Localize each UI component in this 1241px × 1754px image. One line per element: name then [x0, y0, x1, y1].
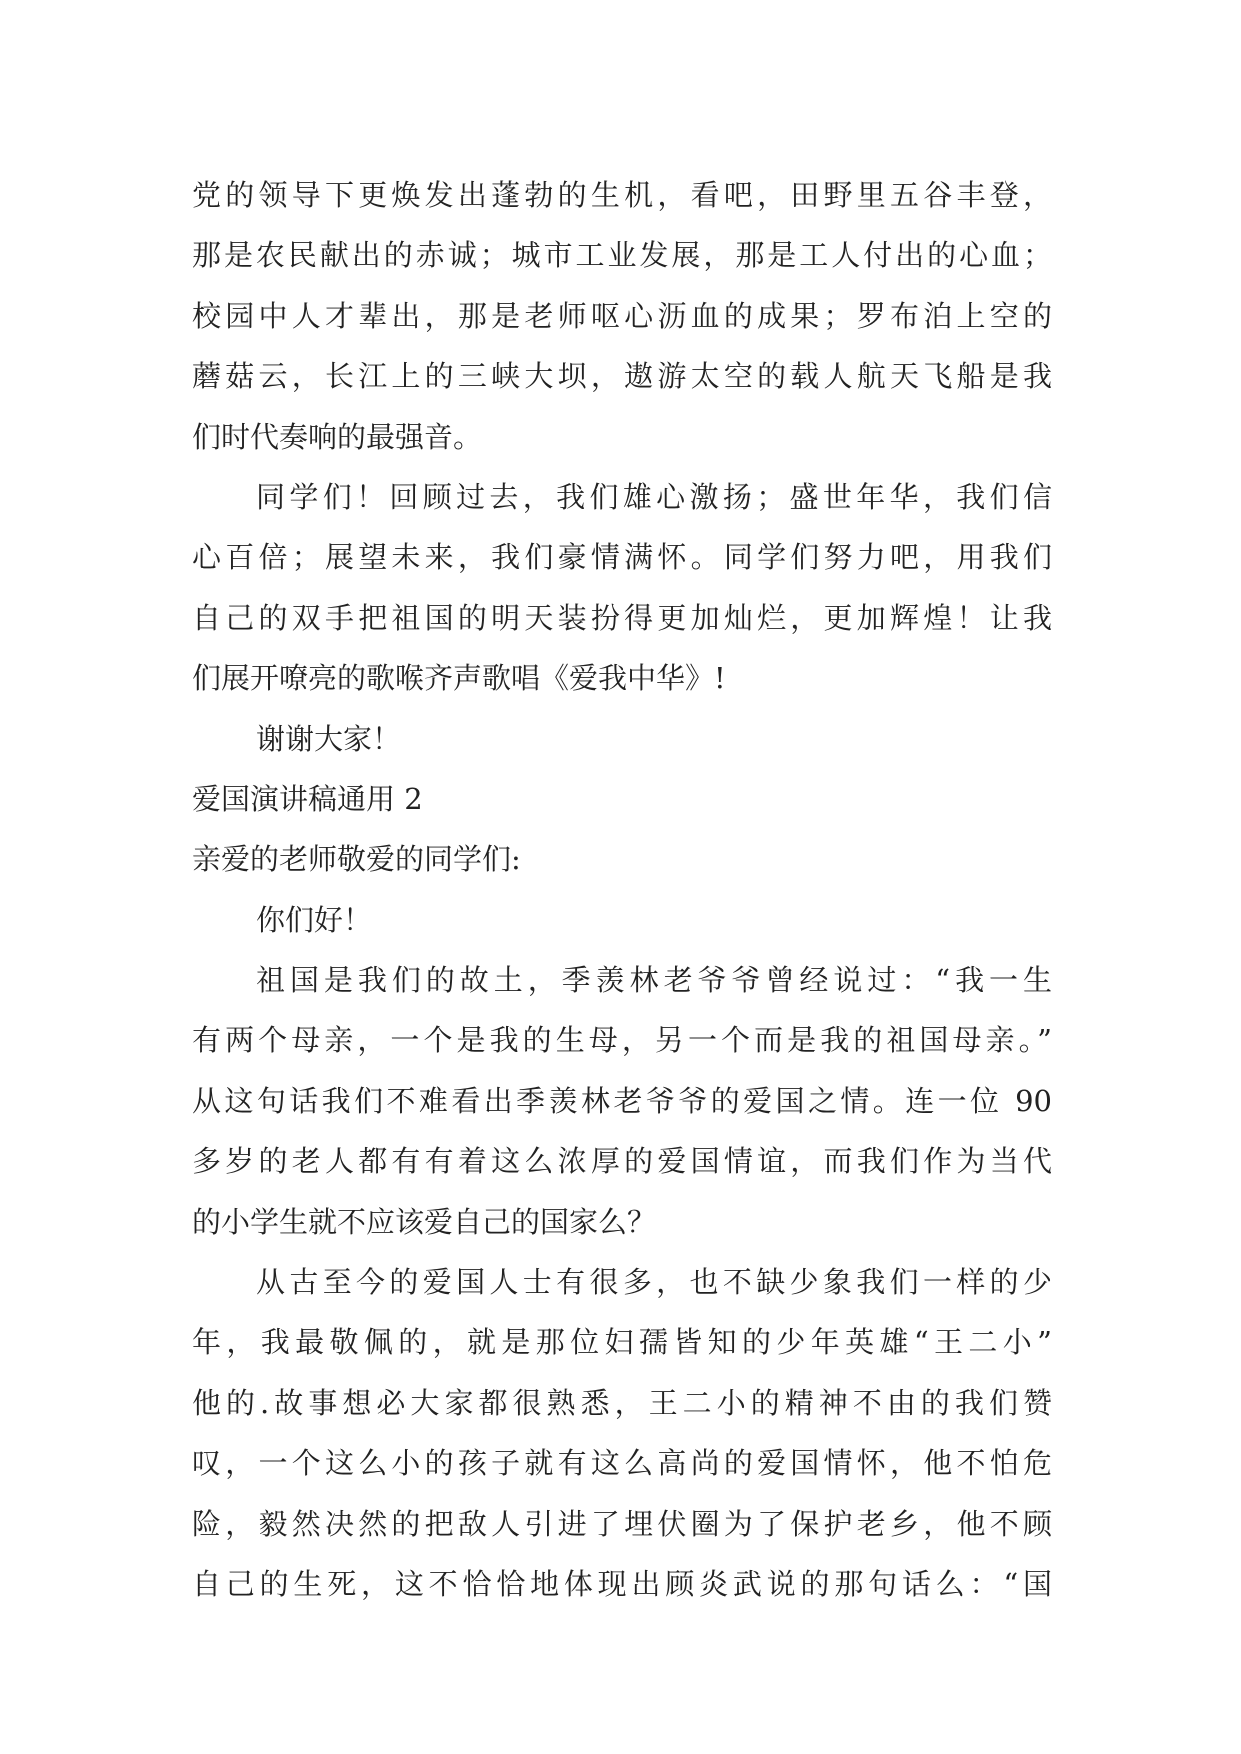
text-line: 亲爱的老师敬爱的同学们:: [192, 842, 521, 877]
text-line: 同学们！回顾过去，我们雄心激扬；盛世年华，我们信: [256, 479, 1052, 514]
text-line: 校园中人才辈出，那是老师呕心沥血的成果；罗布泊上空的: [192, 298, 1052, 333]
text-line: 你们好！: [256, 902, 373, 937]
text-line: 从古至今的爱国人士有很多，也不缺少象我们一样的少: [256, 1265, 1052, 1300]
text-line: 们时代奏响的最强音。: [192, 419, 483, 454]
text-line: 叹，一个这么小的孩子就有这么高尚的爱国情怀，他不怕危: [192, 1446, 1052, 1481]
text-line: 祖国是我们的故土，季羡林老爷爷曾经说过：“我一生: [256, 963, 1052, 998]
text-line: 自己的生死，这不恰恰地体现出顾炎武说的那句话么：“国: [192, 1566, 1052, 1601]
text-line: 的小学生就不应该爱自己的国家么？: [192, 1204, 657, 1239]
text-line: 们展开嘹亮的歌喉齐声歌唱《爱我中华》!: [192, 661, 726, 696]
text-line: 那是农民献出的赤诚；城市工业发展，那是工人付出的心血；: [192, 238, 1052, 273]
text-line: 心百倍；展望未来，我们豪情满怀。同学们努力吧，用我们: [192, 540, 1052, 575]
text-line: 有两个母亲，一个是我的生母，另一个而是我的祖国母亲。”: [192, 1023, 1052, 1058]
text-line: 党的领导下更焕发出蓬勃的生机，看吧，田野里五谷丰登，: [192, 178, 1052, 212]
text-line: 多岁的老人都有有着这么浓厚的爱国情谊，而我们作为当代: [192, 1144, 1052, 1179]
text-line: 年，我最敬佩的，就是那位妇孺皆知的少年英雄“王二小”: [192, 1325, 1052, 1360]
text-line: 蘑菇云，长江上的三峡大坝，遨游太空的载人航天飞船是我: [192, 359, 1052, 394]
text-line: 谢谢大家！: [256, 721, 402, 756]
text-line: 自己的双手把祖国的明天装扮得更加灿烂，更加辉煌！让我: [192, 600, 1052, 635]
text-line: 爱国演讲稿通用 2: [192, 781, 423, 816]
text-line: 从这句话我们不难看出季羡林老爷爷的爱国之情。连一位 90: [192, 1083, 1052, 1118]
text-line: 他的.故事想必大家都很熟悉，王二小的精神不由的我们赞: [192, 1385, 1052, 1420]
text-line: 险，毅然决然的把敌人引进了埋伏圈为了保护老乡，他不顾: [192, 1506, 1052, 1541]
document-body: [192, 165, 1052, 1614]
